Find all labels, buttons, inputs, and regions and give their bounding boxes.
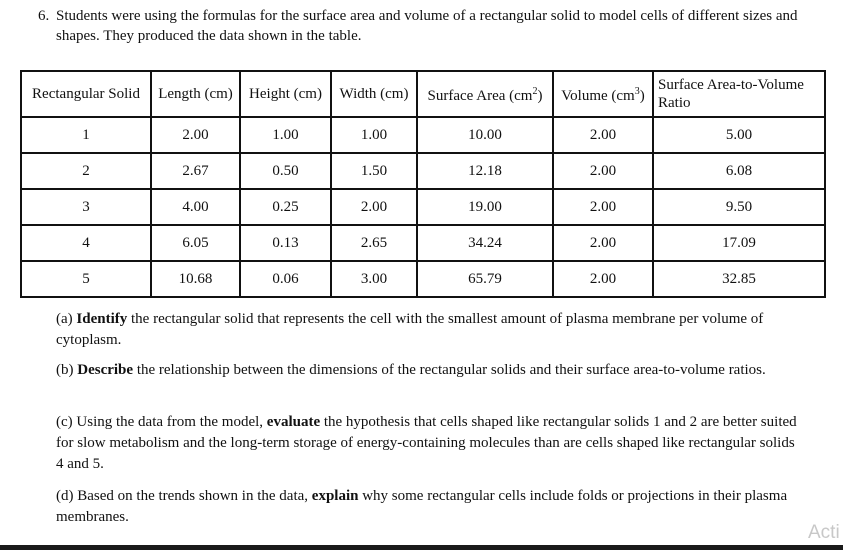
- cell-height: 0.25: [240, 189, 331, 225]
- header-ratio: Surface Area-to-Volume Ratio: [653, 71, 825, 117]
- header-rectangular-solid: Rectangular Solid: [21, 71, 151, 117]
- bottom-border: [0, 545, 843, 550]
- cell-volume: 2.00: [553, 261, 653, 297]
- cell-solid: 5: [21, 261, 151, 297]
- cell-width: 3.00: [331, 261, 417, 297]
- cell-width: 1.50: [331, 153, 417, 189]
- part-a: (a) Identify the rectangular solid that represents the cell with the smallest amount of plasma membrane per volume of cytoplasm.: [56, 311, 764, 348]
- cell-surface-area: 34.24: [417, 225, 553, 261]
- cell-width: 1.00: [331, 117, 417, 153]
- cell-surface-area: 65.79: [417, 261, 553, 297]
- part-d: (d) Based on the trends shown in the data, explain why some rectangular cells include folds or projections in their plasma membranes.: [56, 488, 788, 525]
- data-table: [20, 70, 826, 298]
- part-d-keyword: explain: [311, 488, 359, 504]
- table-row: [21, 153, 825, 189]
- cell-volume: 2.00: [553, 225, 653, 261]
- cell-surface-area: 10.00: [417, 117, 553, 153]
- cell-length: 10.68: [151, 261, 240, 297]
- cell-volume: 2.00: [553, 189, 653, 225]
- cell-volume: 2.00: [553, 153, 653, 189]
- part-b: (b) Describe the relationship between the dimensions of the rectangular solids and their surface area-to-volume ratios.: [56, 362, 766, 378]
- cell-height: 0.13: [240, 225, 331, 261]
- header-volume: Volume $(cm^3)$: [553, 71, 653, 117]
- header-surface-area: Surface Area $(cm^2)$: [417, 71, 553, 117]
- question-6: [38, 6, 798, 46]
- cell-length: 2.00: [151, 117, 240, 153]
- cell-surface-area: 19.00: [417, 189, 553, 225]
- header-width: Width (cm): [331, 71, 417, 117]
- table-header-row: [21, 71, 825, 117]
- cell-length: 6.05: [151, 225, 240, 261]
- cell-surface-area: 12.18: [417, 153, 553, 189]
- cell-height: 1.00: [240, 117, 331, 153]
- cell-ratio: 6.08: [653, 153, 825, 189]
- cell-width: 2.00: [331, 189, 417, 225]
- cell-solid: 2: [21, 153, 151, 189]
- table-row: [21, 189, 825, 225]
- table-row: [21, 117, 825, 153]
- cell-solid: 1: [21, 117, 151, 153]
- cell-height: 0.50: [240, 153, 331, 189]
- question-prompt: Students were using the formulas for the surface area and volume of a rectangular solid to model cells of different sizes and shapes. They produced the data shown in the table.: [56, 8, 798, 44]
- cell-width: 2.65: [331, 225, 417, 261]
- cell-length: 2.67: [151, 153, 240, 189]
- table-row: [21, 261, 825, 297]
- part-b-keyword: Describe: [77, 362, 134, 378]
- activation-watermark: Acti: [808, 522, 840, 543]
- cell-ratio: 5.00: [653, 117, 825, 153]
- header-length: Length (cm): [151, 71, 240, 117]
- cell-solid: 3: [21, 189, 151, 225]
- cell-ratio: 32.85: [653, 261, 825, 297]
- cell-volume: 2.00: [553, 117, 653, 153]
- cell-height: 0.06: [240, 261, 331, 297]
- cell-ratio: 9.50: [653, 189, 825, 225]
- table-row: [21, 225, 825, 261]
- cell-ratio: 17.09: [653, 225, 825, 261]
- question-number: 6.: [38, 8, 50, 24]
- part-c-keyword: evaluate: [266, 414, 321, 430]
- cell-length: 4.00: [151, 189, 240, 225]
- cell-solid: 4: [21, 225, 151, 261]
- part-a-keyword: Identify: [76, 311, 128, 327]
- header-height: Height (cm): [240, 71, 331, 117]
- part-c: (c) Using the data from the model, evaluate the hypothesis that cells shaped like rectangular solids 1 and 2 are better suited for slow metabolism and the long-term storage of energy-containing molecules than are cells shaped like rectangular solids 4 and 5.: [56, 414, 797, 472]
